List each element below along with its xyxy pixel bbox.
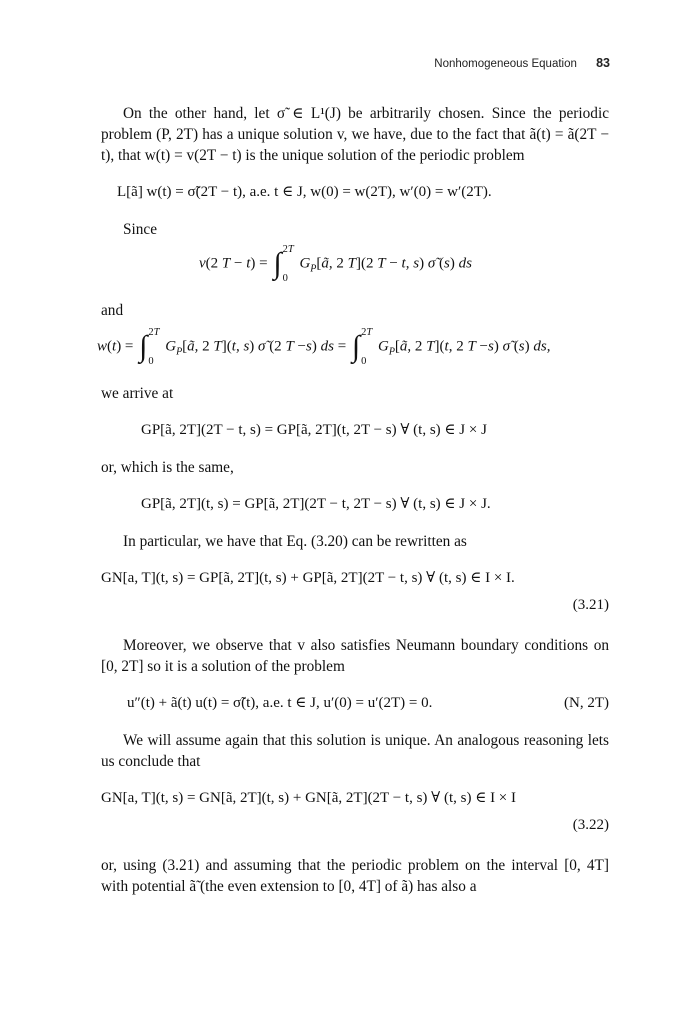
equation-w-integral: w(t) = ∫ 2T 0 $G_P[ã$, 2 T](t, s) σ̃ (2 T −s) ds = ∫ 2T 0 $G_P[ã$, 2 T](t, 2 T −s) σ̃ (s) ds,	[97, 327, 551, 367]
equation-neumann-body: u″(t) + ã(t) u(t) = σ̃(t), a.e. t ∈ J, u′(0) = u′(2T) = 0.	[127, 695, 433, 711]
running-title: Nonhomogeneous Equation	[434, 58, 577, 70]
equation-periodic: L[ã] w(t) = σ̃(2T − t), a.e. t ∈ J, w(0) = w(2T), w′(0) = w′(2T).	[117, 184, 492, 200]
equation-neumann	[127, 693, 609, 714]
running-head	[434, 56, 610, 70]
equation-symmetry-2: GP[ã, 2T](t, s) = GP[ã, 2T](2T − t, 2T − s) ∀ (t, s) ∈ J × J.	[141, 496, 491, 512]
paragraph-particular: In particular, we have that Eq. (3.20) can be rewritten as	[123, 533, 467, 550]
paragraph-assume: We will assume again that this solution is unique. An analogous reasoning lets us conclude that	[101, 732, 609, 770]
equation-number-3-21: (3.21)	[572, 597, 609, 613]
paragraph-intro: On the other hand, let σ̃ ∈ L¹(J) be arbitrarily chosen. Since the periodic problem (P, 2T) has a unique solution v, we have, due to the fact that ã(t) = ã(2T − t), that w(t) = v(2T − t) is the unique solution of the periodic problem	[101, 105, 609, 164]
integral-sign: ∫ 2T 0	[139, 327, 160, 367]
paragraph-since: Since	[123, 221, 157, 238]
page-number: 83	[596, 56, 610, 70]
paragraph-same: or, which is the same,	[101, 459, 234, 476]
paragraph-and: and	[101, 302, 124, 319]
equation-3-22-body: GN[a, T](t, s) = GN[ã, 2T](t, s) + GN[ã, 2T](2T − t, s) ∀ (t, s) ∈ I × I	[101, 790, 517, 806]
equation-3-21-body: GN[a, T](t, s) = GP[ã, 2T](t, s) + GP[ã, 2T](2T − t, s) ∀ (t, s) ∈ I × I.	[101, 570, 515, 586]
equation-symmetry-1: GP[ã, 2T](2T − t, s) = GP[ã, 2T](t, 2T − s) ∀ (t, s) ∈ J × J	[141, 422, 487, 438]
integral-sign: ∫ 2T 0	[273, 244, 294, 284]
equation-label-n2t: (N, 2T)	[564, 695, 609, 711]
paragraph-final: or, using (3.21) and assuming that the periodic problem on the interval [0, 4T] with potential ã̃ (the even extension to [0, 4T] of ã) has also a	[101, 857, 609, 895]
equation-v-integral: v(2 T − t) = ∫ 2T 0 $G_P[ã$, 2 T](2 T − t, s) σ̃ (s) ds	[199, 244, 472, 284]
integral-sign: ∫ 2T 0	[351, 327, 373, 367]
equation-3-22	[101, 788, 609, 836]
page-body	[97, 103, 609, 897]
equation-number-3-22: (3.22)	[572, 817, 609, 833]
paragraph-arrive: we arrive at	[101, 385, 174, 402]
equation-3-21	[101, 568, 609, 616]
paragraph-moreover: Moreover, we observe that v also satisfies Neumann boundary conditions on [0, 2T] so it is a solution of the problem	[101, 637, 609, 675]
